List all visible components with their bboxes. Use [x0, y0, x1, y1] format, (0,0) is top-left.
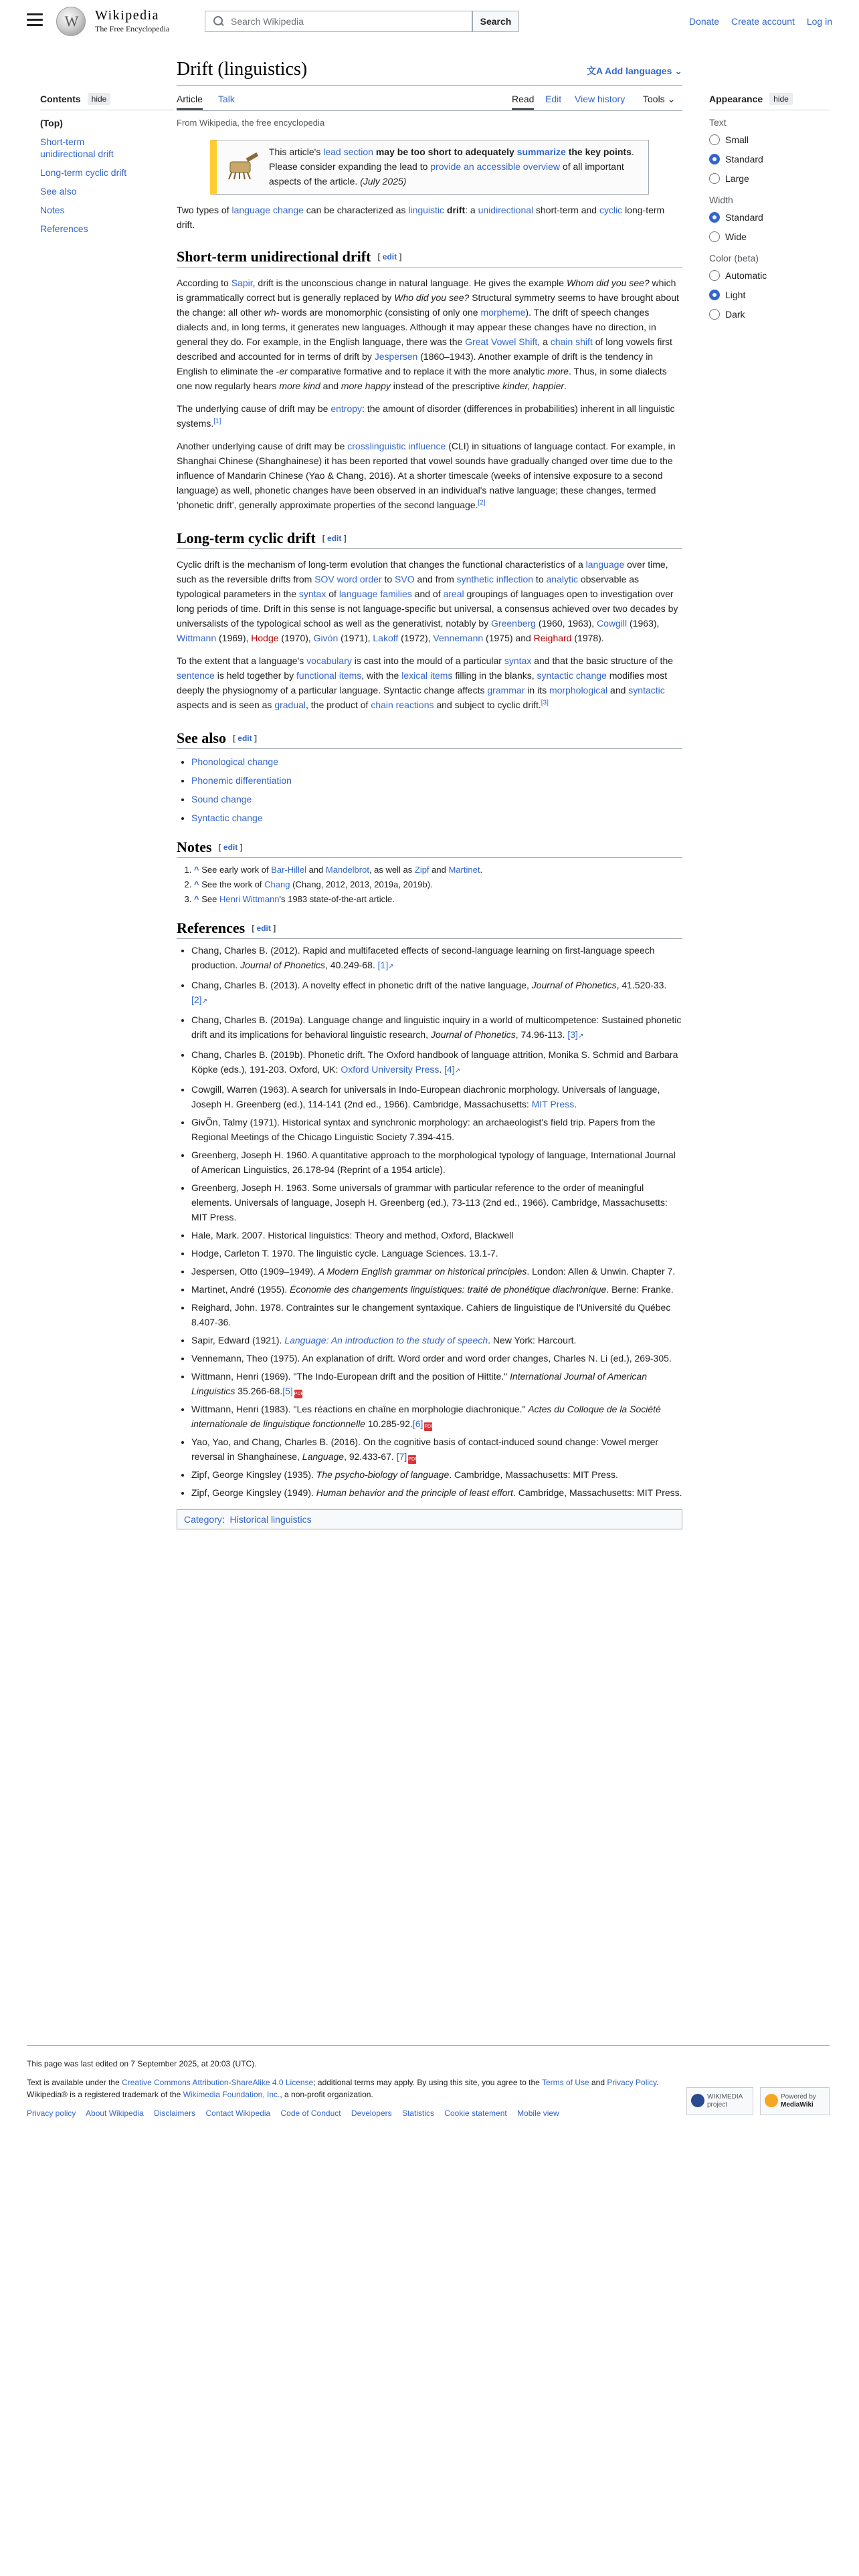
reference-item: • Chang, Charles B. (2019a). Language change and linguistic inquiry in a world of multicompetence: Sustained phonetic drift and its implications for behavioral linguistic research, Journal of Phonetics, 74.96-113. [3]↗: [191, 1012, 682, 1044]
link[interactable]: chain shift: [550, 336, 593, 347]
badge-label: MediaWiki: [781, 2101, 814, 2109]
citation-link[interactable]: [1]: [213, 417, 221, 425]
link[interactable]: functional items: [296, 670, 362, 681]
tab-edit[interactable]: Edit: [545, 94, 562, 104]
edit-section-link[interactable]: edit: [237, 734, 252, 743]
tools-menu[interactable]: [643, 94, 675, 105]
link[interactable]: language change: [231, 205, 304, 215]
link[interactable]: Syntactic change: [191, 813, 263, 823]
link[interactable]: Jespersen: [374, 351, 418, 362]
radio-icon: [709, 134, 720, 145]
link[interactable]: lead section: [323, 146, 373, 157]
link[interactable]: cyclic: [599, 205, 623, 215]
section-heading-see-also: See also [ edit ]: [177, 730, 682, 749]
page-title: Drift (linguistics): [177, 59, 308, 80]
main-content: [177, 56, 682, 1529]
radio-icon: [709, 173, 720, 184]
option-label: Large: [725, 173, 749, 184]
text-size-standard[interactable]: [709, 152, 830, 166]
paragraph: To the extent that a language's vocabulary is cast into the mould of a particular syntax and that the basic structure of the sentence is held together by functional items, with the lexical items filling in the blanks, syntactic change modifies most deeply the physiognomy of a particular language. Syntactic change affects grammar in its morphological and syntactic aspects and is seen as gradual, the product of chain reactions and subject to cyclic drift.[3]: [177, 655, 674, 710]
reference-item: • Hale, Mark. 2007. Historical linguistics: Theory and method, Oxford, Blackwell: [191, 1228, 682, 1243]
link[interactable]: Cowgill: [597, 618, 628, 629]
link[interactable]: summarize: [516, 146, 566, 157]
link[interactable]: crosslinguistic influence: [347, 441, 446, 451]
pdf-icon: PDF: [408, 1455, 416, 1464]
link[interactable]: Oxford University Press: [341, 1064, 440, 1075]
color-automatic[interactable]: [709, 269, 830, 282]
external-link[interactable]: [6]: [412, 1418, 423, 1429]
toc-item-see-also[interactable]: See also: [40, 186, 77, 197]
tools-label: Tools: [643, 94, 665, 104]
link[interactable]: lexical items: [401, 670, 453, 681]
footer-link[interactable]: Contact Wikipedia: [205, 2109, 271, 2118]
main-menu-button[interactable]: [27, 13, 43, 27]
broom-icon: [226, 147, 261, 182]
external-link[interactable]: [4]: [444, 1064, 455, 1075]
color-dark[interactable]: [709, 308, 830, 321]
appearance-panel: [709, 92, 830, 327]
page-footer: [27, 2045, 830, 2119]
link[interactable]: SVO: [395, 574, 415, 584]
intro-paragraph: Two types of language change can be characterized as linguistic drift: a unidirectional short-term and cyclic long-term drift.: [177, 205, 665, 230]
site-header: [0, 0, 859, 43]
option-label: Dark: [725, 309, 745, 320]
reference-item: • Chang, Charles B. (2013). A novelty effect in phonetic drift of the native language, Journal of Phonetics, 41.520-33. [2]↗: [191, 978, 682, 1009]
search-input[interactable]: [231, 16, 472, 27]
link[interactable]: language: [585, 559, 625, 570]
section-heading-long-term: Long-term cyclic drift [ edit ]: [177, 530, 682, 549]
paragraph: Another underlying cause of drift may be crosslinguistic influence (CLI) in situations of language contact. For example, in Shanghai Chinese (Shanghainese) it has been reported that vowel sounds have gradually changed over time due to the influence of Mandarin Chinese (Yao & Chang, 2016). At a shorter timescale (weeks of intensive exposure to a second language) as well, phonetic changes have been observed in an individual's native language; these changes, termed 'phonetic drift', generally approximate properties of the second language.[2]: [177, 441, 676, 510]
link[interactable]: Zipf: [414, 865, 430, 875]
link[interactable]: morpheme: [480, 307, 526, 318]
link[interactable]: SOV word order: [314, 574, 382, 584]
reference-item: • Zipf, George Kingsley (1935). The psycho-biology of language. Cambridge, Massachusetts: MIT Press.: [191, 1467, 682, 1482]
translate-icon: 文A: [587, 66, 605, 76]
link[interactable]: syntax: [504, 655, 532, 666]
edit-section-link[interactable]: edit: [382, 252, 397, 261]
option-label: Small: [725, 134, 749, 145]
link[interactable]: sentence: [177, 670, 215, 681]
footer-link[interactable]: Mobile view: [517, 2109, 559, 2118]
footer-link[interactable]: Cookie statement: [444, 2109, 507, 2118]
toc-item-short-term[interactable]: Short-term unidirectional drift: [40, 136, 114, 159]
footer-link[interactable]: Developers: [351, 2109, 392, 2118]
reference-item: • Sapir, Edward (1921). Language: An introduction to the study of speech. New York: Harcourt.: [191, 1333, 682, 1348]
terms-link[interactable]: Terms of Use: [541, 2078, 589, 2087]
category-link[interactable]: Historical linguistics: [229, 1514, 312, 1525]
link[interactable]: Phonological change: [191, 756, 278, 767]
badge-label: Powered by: [781, 2093, 816, 2101]
link[interactable]: unidirectional: [478, 205, 534, 215]
edit-section-link[interactable]: edit: [256, 924, 271, 933]
wikipedia-tagline: The Free Encyclopedia: [95, 24, 170, 33]
search-icon: [213, 16, 224, 27]
link[interactable]: Wittmann: [177, 633, 217, 643]
external-link-icon: ↗: [201, 998, 207, 1005]
footer-link[interactable]: Privacy policy: [27, 2109, 76, 2118]
notice-text: This article's lead section may be too short to adequately summarize the key points. Please consider expanding the lead to provide an accessible overview of all important aspects of the article. (July 2025): [269, 146, 634, 187]
link[interactable]: Phonemic differentiation: [191, 775, 292, 786]
reference-item: • Greenberg, Joseph H. 1963. Some universals of grammar with particular reference to the order of meaningful elements. Universals of language, Joseph H. Greenberg (ed.), 73-113 (2nd ed., 1966). Cambridge, Massachusetts: MIT Press.: [191, 1180, 682, 1224]
text-size-label: Text: [709, 117, 727, 128]
chevron-down-icon: ⌄: [664, 94, 676, 104]
last-edited: This page was last edited on 7 September 2025, at 20:03 (UTC).: [27, 2059, 257, 2068]
category-links: Category: Historical linguistics: [177, 1509, 682, 1529]
link[interactable]: Mandelbrot: [325, 865, 369, 875]
link[interactable]: areal: [443, 588, 464, 599]
list-item: [191, 754, 682, 769]
appearance-hide-button[interactable]: hide: [769, 93, 793, 105]
option-label: Standard: [725, 154, 763, 165]
citation-link[interactable]: [3]: [541, 699, 549, 707]
link[interactable]: vocabulary: [306, 655, 352, 666]
reference-item: • GivÕn, Talmy (1971). Historical syntax and synchronic morphology: an archaeologist's field trip. Papers from the Regional Meetings of the Chicago Linguistic Society 7.394-415.: [191, 1115, 682, 1144]
radio-icon: [709, 231, 720, 242]
link[interactable]: provide an accessible overview: [430, 161, 561, 172]
pdf-icon: PDF: [294, 1390, 302, 1398]
reference-item: • Cowgill, Warren (1963). A search for universals in Indo-European diachronic morphology. Universals of language, Joseph H. Greenberg (ed.), 114-141 (2nd ed., 1966). Cambridge, Massachusetts: MIT Press.: [191, 1082, 682, 1111]
link[interactable]: Hodge: [251, 633, 279, 643]
link[interactable]: Givón: [313, 633, 339, 643]
color-light[interactable]: [709, 288, 830, 302]
lead-too-short-notice: [210, 140, 649, 195]
external-link-icon: ↗: [577, 1033, 584, 1040]
link[interactable]: morphological: [549, 685, 608, 695]
toc-item-notes[interactable]: Notes: [40, 205, 65, 215]
external-link[interactable]: [3]: [567, 1029, 578, 1040]
section-heading-references: References [ edit ]: [177, 920, 682, 939]
wikimedia-foundation-link[interactable]: Wikimedia Foundation, Inc.: [183, 2090, 280, 2099]
reference-item: • Wittmann, Henri (1969). "The Indo-European drift and the position of Hittite." International Journal of American Linguistics 35.266-68.[5] PDF: [191, 1369, 682, 1398]
reference-item: • Wittmann, Henri (1983). "Les réactions en chaîne en morphologie diachronique." Actes du Colloque de la Société internationale de linguistique fonctionnelle 10.285-92.[6] PDF: [191, 1402, 682, 1431]
list-item: 2. ^ See the work of Chang (Chang, 2012, 2013, 2019a, 2019b).: [194, 878, 682, 891]
log-in-link[interactable]: Log in: [806, 16, 832, 27]
list-item: 1. ^ See early work of Bar-Hillel and Mandelbrot, as well as Zipf and Martinet.: [194, 863, 682, 877]
license-link[interactable]: Creative Commons Attribution-ShareAlike 4.0 License: [122, 2078, 314, 2087]
link[interactable]: language families: [339, 588, 412, 599]
footer-link[interactable]: Statistics: [401, 2109, 434, 2118]
tab-view-history[interactable]: View history: [575, 94, 626, 104]
link[interactable]: syntactic change: [537, 670, 607, 681]
width-label: Width: [709, 195, 733, 205]
donate-link[interactable]: Donate: [688, 16, 720, 27]
external-link[interactable]: [7]: [396, 1451, 407, 1462]
link[interactable]: Martinet: [448, 865, 480, 875]
external-link[interactable]: [2]: [191, 994, 202, 1005]
external-link-icon: ↗: [454, 1067, 461, 1075]
list-item: [191, 773, 682, 788]
backlink[interactable]: ^: [194, 865, 199, 875]
reference-item: • Chang, Charles B. (2012). Rapid and multifaceted effects of second-language learning on first-language speech production. Journal of Phonetics, 40.249-68. [1]↗: [191, 943, 682, 974]
tab-article[interactable]: Article: [177, 94, 203, 110]
radio-selected-icon: [709, 154, 720, 165]
paragraph: Cyclic drift is the mechanism of long-term evolution that changes the functional characteristics of a language over time, such as the reversible drifts from SOV word order to SVO and from synthetic inflection to analytic observable as typological parameters in the syntax of language families and of areal groupings of languages open to investigation over long periods of time. Drift in this sense is not language-specific but universal, a consensus achieved over two decades by universalists of the typological school as well as the generativist, notably by Greenberg (1960, 1963), Cowgill (1963), Wittmann (1969), Hodge (1970), Givón (1971), Lakoff (1972), Vennemann (1975) and Reighard (1978).: [177, 559, 678, 643]
reference-item: • Reighard, John. 1978. Contraintes sur le changement syntaxique. Cahiers de linguistique de l'Université du Québec 8.407-36.: [191, 1300, 682, 1329]
toc-hide-button[interactable]: hide: [88, 93, 111, 105]
width-standard[interactable]: [709, 211, 830, 224]
mediawiki-logo-icon: [765, 2094, 778, 2107]
external-link[interactable]: [5]: [282, 1386, 293, 1396]
badge-label: WIKIMEDIA: [707, 2093, 743, 2101]
link[interactable]: Henri Wittmann: [219, 894, 280, 904]
appearance-title: Appearance: [709, 94, 763, 104]
toc-item-top[interactable]: (Top): [40, 118, 63, 128]
width-wide[interactable]: [709, 230, 830, 243]
link[interactable]: grammar: [487, 685, 525, 695]
option-label: Wide: [725, 231, 747, 242]
references-list: [191, 943, 682, 1500]
link[interactable]: Lakoff: [373, 633, 399, 643]
citation-link[interactable]: [2]: [478, 499, 486, 507]
user-links: [680, 16, 832, 27]
edit-section-link[interactable]: edit: [223, 843, 238, 852]
categories-link[interactable]: Category: [184, 1514, 222, 1525]
list-item: [191, 792, 682, 807]
link[interactable]: chain reactions: [371, 700, 434, 710]
link[interactable]: syntax: [298, 588, 326, 599]
link[interactable]: synthetic inflection: [456, 574, 534, 584]
radio-icon: [709, 270, 720, 281]
link[interactable]: Bar-Hillel: [271, 865, 306, 875]
link[interactable]: Sound change: [191, 794, 252, 804]
wikipedia-wordmark[interactable]: Wikipedia: [95, 8, 159, 23]
reference-item: • Greenberg, Joseph H. 1960. A quantitative approach to the morphological typology of language, International Journal of American Linguistics, 26.178-94 (Reprint of a 1954 article).: [191, 1148, 682, 1177]
paragraph: According to Sapir, drift is the unconscious change in natural language. He gives the example Whom did you see? which is grammatically correct but is generally replaced by Who did you see? Structural symmetry seems to have brought about the change: all other wh- words are monomorphic (consisting of only one morpheme). The drift of speech changes dialects and, in long terms, it generates new languages. Although it may appear these changes have no direction, in general they do. For example, in the English language, there was the Great Vowel Shift, a chain shift of long vowels first described and accounted for in terms of drift by Jespersen (1860–1943). Another example of drift is the tendency in English to eliminate the -er comparative formative and to replace it with the more analytic more. Thus, in some dialects one now regularly hears more kind and more happy instead of the prescriptive kinder, happier.: [177, 278, 679, 391]
link[interactable]: Language: An introduction to the study of speech: [284, 1335, 488, 1346]
backlink[interactable]: ^: [194, 894, 199, 904]
radio-icon: [709, 309, 720, 320]
from-wikipedia: From Wikipedia, the free encyclopedia: [177, 118, 325, 128]
link[interactable]: Chang: [264, 879, 290, 889]
powered-by-mediawiki-badge[interactable]: [760, 2087, 830, 2115]
link[interactable]: Sapir: [231, 278, 253, 288]
reference-item: • Hodge, Carleton T. 1970. The linguistic cycle. Language Sciences. 13.1-7.: [191, 1246, 682, 1261]
backlink[interactable]: ^: [194, 879, 199, 889]
wikimedia-logo-icon: [691, 2094, 704, 2107]
link[interactable]: Great Vowel Shift: [465, 336, 538, 347]
license-text: Text is available under the Creative Commons Attribution-ShareAlike 4.0 License; additional terms may apply. By using this site, you agree to the Terms of Use and Privacy Policy. Wikipedia® is a registered trademark of the Wikimedia Foundation, Inc., a non-profit organization.: [27, 2078, 659, 2099]
privacy-link[interactable]: Privacy Policy: [607, 2078, 657, 2087]
create-account-link[interactable]: Create account: [731, 16, 795, 27]
paragraph: The underlying cause of drift may be entropy: the amount of disorder (differences in probabilities) inherent in all linguistic systems.[1]: [177, 403, 675, 429]
footer-link[interactable]: About Wikipedia: [86, 2109, 144, 2118]
text-size-large[interactable]: [709, 172, 830, 185]
toc-item-long-term[interactable]: Long-term cyclic drift: [40, 167, 127, 178]
color-label: Color (beta): [709, 253, 759, 263]
tab-talk[interactable]: Talk: [218, 94, 235, 104]
reference-item: • Vennemann, Theo (1975). An explanation of drift. Word order and word order changes, Charles N. Li (ed.), 269-305.: [191, 1351, 682, 1366]
reference-item: • Zipf, George Kingsley (1949). Human behavior and the principle of least effort. Cambridge, Massachusetts: MIT Press.: [191, 1485, 682, 1500]
external-link-icon: ↗: [388, 963, 394, 970]
section-heading-notes: Notes [ edit ]: [177, 839, 682, 858]
add-languages-label: Add languages: [605, 66, 672, 76]
chevron-down-icon: ⌄: [672, 66, 682, 76]
list-item: [191, 811, 682, 825]
reference-item: • Yao, Yao, and Chang, Charles B. (2016). On the cognitive basis of contact-induced sound change: Vowel merger reversal in Shanghainese, Language, 92.433-67. [7] PDF: [191, 1434, 682, 1464]
reference-item: • Martinet, André (1955). Économie des changements linguistiques: traité de phonétique diachronique. Berne: Franke.: [191, 1282, 682, 1297]
text-size-small[interactable]: [709, 133, 830, 146]
pdf-icon: PDF: [424, 1422, 432, 1431]
toc-title: Contents: [40, 94, 81, 104]
radio-selected-icon: [709, 212, 720, 223]
add-languages-button[interactable]: [587, 64, 682, 78]
footer-link[interactable]: Disclaimers: [154, 2109, 196, 2118]
option-label: Light: [725, 290, 746, 300]
option-label: Standard: [725, 212, 763, 223]
reference-item: • Jespersen, Otto (1909–1949). A Modern English grammar on historical principles. London: Allen & Unwin. Chapter 7.: [191, 1264, 682, 1279]
link[interactable]: analytic: [546, 574, 578, 584]
wikimedia-project-badge[interactable]: [686, 2087, 753, 2115]
notes-list: [194, 863, 682, 906]
option-label: Automatic: [725, 270, 767, 281]
list-item: 3. ^ See Henri Wittmann's 1983 state-of-the-art article.: [194, 893, 682, 906]
link[interactable]: gradual: [274, 700, 306, 710]
link[interactable]: Greenberg: [491, 618, 536, 629]
radio-selected-icon: [709, 290, 720, 300]
reference-item: • Chang, Charles B. (2019b). Phonetic drift. The Oxford handbook of language attrition, Monika S. Schmid and Barbara Köpke (eds.), 191-203. Oxford, UK: Oxford University Press. [4]↗: [191, 1047, 682, 1079]
external-link[interactable]: [1]: [377, 960, 389, 970]
wikipedia-globe-logo[interactable]: [56, 7, 86, 36]
section-heading-short-term: Short-term unidirectional drift [ edit ]: [177, 248, 682, 267]
tab-read[interactable]: Read: [512, 94, 534, 110]
link[interactable]: Reighard: [533, 633, 572, 643]
badge-label: project: [707, 2101, 728, 2109]
edit-section-link[interactable]: edit: [327, 534, 342, 543]
toc-item-references[interactable]: References: [40, 223, 88, 234]
see-also-list: [191, 754, 682, 825]
link[interactable]: entropy: [330, 403, 363, 414]
link[interactable]: MIT Press: [531, 1099, 575, 1109]
footer-link[interactable]: Code of Conduct: [280, 2109, 341, 2118]
search-button[interactable]: Search: [472, 11, 519, 32]
link[interactable]: Vennemann: [433, 633, 484, 643]
link[interactable]: syntactic: [628, 685, 665, 695]
table-of-contents: [40, 92, 174, 241]
search-box: [205, 11, 472, 32]
link[interactable]: linguistic: [408, 205, 445, 215]
